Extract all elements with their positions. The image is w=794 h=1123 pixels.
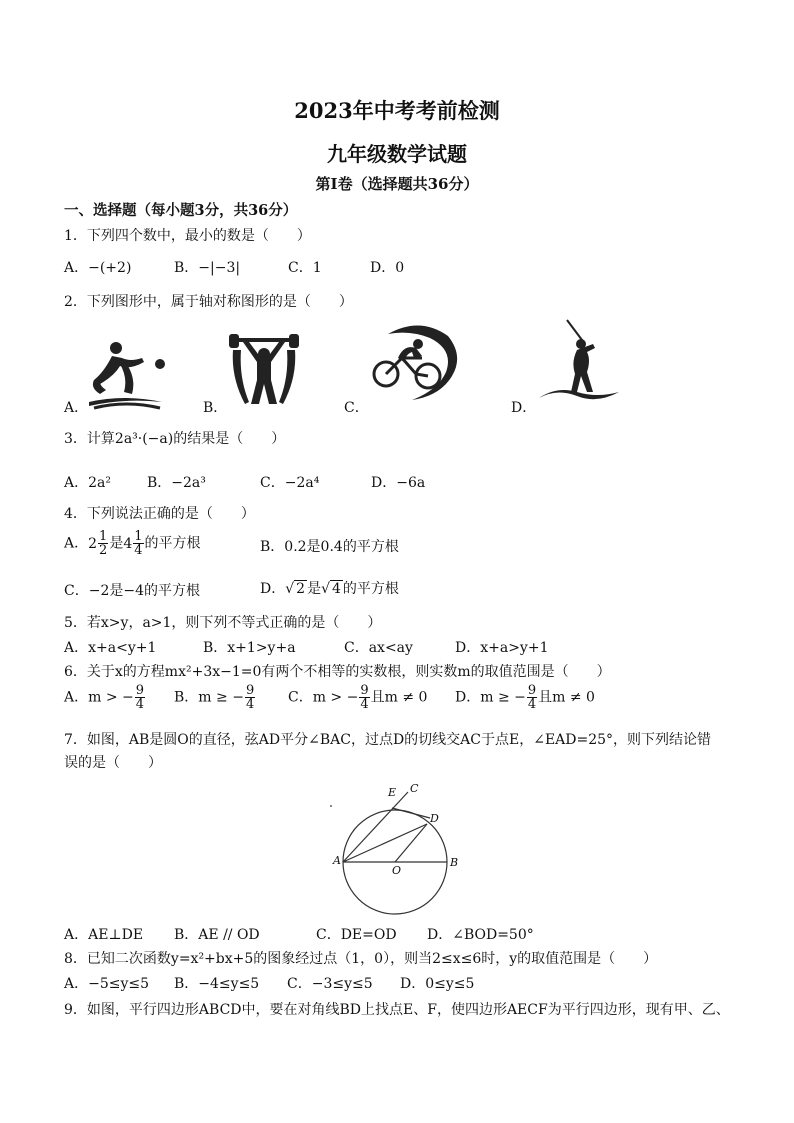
q2-option-a: A．: [64, 400, 89, 416]
label-o: O: [392, 864, 402, 877]
exam-subtitle: 九年级数学试题: [327, 142, 467, 166]
label-e: E: [388, 786, 397, 799]
q4-stem: 4．下列说法正确的是（ ）: [64, 506, 255, 522]
cycling-figure-icon: [368, 322, 460, 402]
label-a: A: [333, 854, 341, 867]
q3-option-d: D．−6a: [371, 475, 426, 491]
q1-stem: 1．下列四个数中，最小的数是（ ）: [64, 228, 311, 244]
q4-option-a: A． 2 $\frac{1}{2}$ 是 4 $\frac{1}{4}$ 的平方根: [64, 529, 201, 558]
circle-geometry-figure: [320, 780, 470, 920]
q4-option-b: B．0.2是0.4的平方根: [260, 539, 399, 555]
q2-option-d: D．: [511, 400, 537, 416]
line-ac: [343, 792, 408, 862]
q5-stem: 5．若x>y，a>1，则下列不等式正确的是（ ）: [64, 615, 382, 631]
radius-od: [395, 824, 427, 862]
q8-stem: 8．已知二次函数y=x²+bx+5的图象经过点（1，0），则当2≤x≤6时，y的取值范围是（ ）: [64, 951, 658, 967]
q9-stem: 9．如图，平行四边形ABCD中，要在对角线BD上找点E、F，使四边形AECF为平行四边形，现有甲、乙、: [64, 1002, 730, 1018]
q6-stem: 6．关于x的方程mx²+3x−1=0有两个不相等的实数根，则实数m的取值范围是（ ）: [64, 664, 611, 680]
q8-option-a: A．−5≤y≤5: [64, 976, 150, 992]
q2-option-c: C．: [344, 400, 369, 416]
chord-ad: [343, 824, 427, 862]
q6-option-b: B．m ≥ − $\frac{9}{4}$: [174, 683, 255, 712]
exam-title: 2023年中考考前检测: [294, 98, 500, 123]
weightlifting-figure-icon: [229, 334, 299, 406]
q1-option-c: C．1: [288, 260, 322, 276]
q4-option-d: D．√ 2 是√ 4 的平方根: [260, 581, 399, 597]
q7-stem-line1: 7．如图，AB是圆O的直径，弦AD平分∠BAC，过点D的切线交AC于点E，∠EAD=25°，则下列结论错: [64, 732, 712, 748]
q5-option-a: A．x+a<y+1: [64, 640, 157, 656]
q2-option-b: B．: [203, 400, 228, 416]
q7-option-d: D．∠BOD=50°: [427, 927, 534, 943]
label-b: B: [450, 856, 459, 869]
label-c: C: [410, 782, 419, 795]
q4-option-c: C．−2是−4的平方根: [64, 583, 200, 599]
q7-option-a: A．AE⊥DE: [64, 927, 144, 943]
q8-option-b: B．−4≤y≤5: [174, 976, 260, 992]
q6-option-d: D．m ≥ − $\frac{9}{4}$ 且m ≠ 0: [455, 683, 595, 712]
q7-option-b: B．AE // OD: [174, 927, 260, 943]
volleyball-figure-icon: [84, 336, 170, 410]
q1-option-b: B．−|−3|: [174, 260, 241, 276]
q5-option-d: D．x+a>y+1: [455, 640, 549, 656]
volume-heading: 第Ⅰ卷（选择题共36分）: [315, 175, 479, 193]
q1-option-a: A．−(+2): [64, 260, 132, 276]
golf-figure-icon: [537, 318, 621, 402]
q3-option-b: B．−2a³: [147, 475, 206, 491]
q3-stem: 3．计算2a³·(−a)的结果是（ ）: [64, 431, 286, 447]
q6-option-a: A．m > − $\frac{9}{4}$: [64, 683, 145, 712]
q8-option-c: C．−3≤y≤5: [287, 976, 373, 992]
q7-stem-line2: 误的是（ ）: [64, 755, 162, 771]
q3-option-a: A．2a²: [64, 475, 111, 491]
tangent-de: [392, 808, 430, 818]
section-heading: 一、选择题（每小题3分，共36分）: [64, 202, 298, 219]
q5-option-c: C．ax<ay: [344, 640, 413, 656]
q6-option-c: C．m > − $\frac{9}{4}$ 且m ≠ 0: [288, 683, 428, 712]
q7-option-c: C．DE=OD: [316, 927, 397, 943]
q2-stem: 2．下列图形中，属于轴对称图形的是（ ）: [64, 294, 353, 310]
q3-option-c: C．−2a⁴: [260, 475, 320, 491]
label-d: D: [430, 812, 439, 825]
q8-option-d: D．0≤y≤5: [400, 976, 475, 992]
q1-option-d: D．0: [370, 260, 405, 276]
q5-option-b: B．x+1>y+a: [203, 640, 296, 656]
